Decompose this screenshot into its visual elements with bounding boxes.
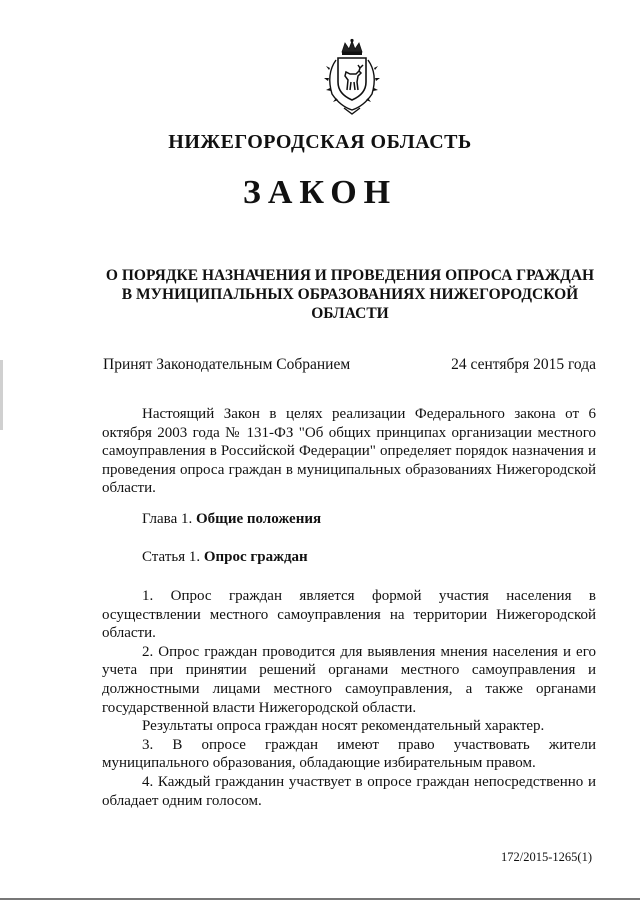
article-paragraph: 1. Опрос граждан является формой участия населения в осуществлении местного самоуправления на территории Нижегородской области. (102, 588, 596, 642)
article-prefix: Статья 1. (142, 549, 201, 565)
law-title-line: О ПОРЯДКЕ НАЗНАЧЕНИЯ И ПРОВЕДЕНИЯ ОПРОСА ГРАЖДАН (105, 267, 595, 284)
article-paragraph: Результаты опроса граждан носят рекомендательный характер. (142, 718, 545, 735)
chapter-prefix: Глава 1. (142, 511, 193, 527)
scan-edge-mark (0, 360, 3, 430)
article-body (102, 587, 596, 810)
law-title (100, 266, 600, 323)
preamble (102, 405, 596, 498)
preamble-text: Настоящий Закон в целях реализации Федерального закона от 6 октября 2003 года № 131-ФЗ "Об общих принципах организации местного самоуправления в Российской Федерации" определяет порядок назначения и проведения опроса граждан в муниципальных образованиях Нижегородской области. (102, 406, 596, 497)
article-title: Опрос граждан (203, 549, 308, 565)
article-paragraph: 3. В опросе граждан имеют право участвовать жители муниципального образования, обладающие избирательным правом. (102, 736, 596, 772)
region-name: НИЖЕГОРОДСКАЯ ОБЛАСТЬ (168, 131, 472, 153)
page-bottom-rule (0, 898, 640, 900)
adoption-date: 24 сентября 2015 года (451, 356, 596, 373)
adopted-by: Принят Законодательным Собранием (103, 356, 351, 373)
law-title-line: В МУНИЦИПАЛЬНЫХ ОБРАЗОВАНИЯХ НИЖЕГОРОДСКОЙ (121, 286, 579, 303)
coat-of-arms-icon (318, 38, 386, 116)
document-type: ЗАКОН (242, 174, 398, 211)
chapter-heading (142, 511, 321, 528)
document-number: 172/2015-1265(1) (501, 850, 592, 864)
law-title-line: ОБЛАСТИ (311, 305, 389, 322)
chapter-title: Общие положения (195, 511, 322, 527)
article-paragraph: 4. Каждый гражданин участвует в опросе граждан непосредственно и обладает одним голосом. (102, 773, 596, 809)
article-heading (142, 549, 308, 566)
article-paragraph: 2. Опрос граждан проводится для выявления мнения населения и его учета при принятии решений органами местного самоуправления и должностными лицами местного самоуправления, а также органами государственной власти Нижегородской области. (102, 643, 596, 716)
